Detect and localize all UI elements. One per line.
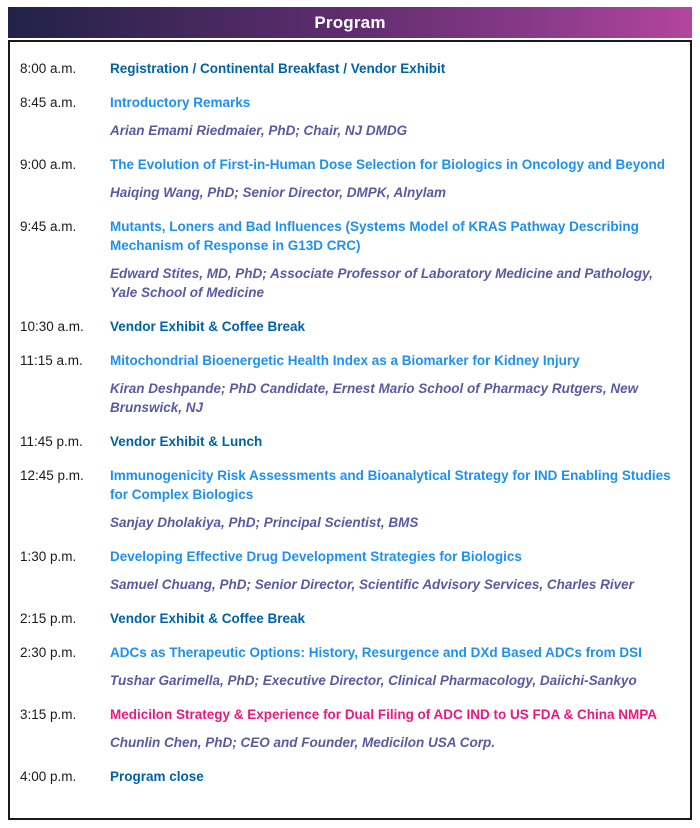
schedule-row xyxy=(20,466,682,532)
session-title: ADCs as Therapeutic Options: History, Resurgence and DXd Based ADCs from DSI xyxy=(110,645,642,660)
time-label: 8:45 a.m. xyxy=(20,95,77,110)
speaker-info: Samuel Chuang, PhD; Senior Director, Scientific Advisory Services, Charles River xyxy=(110,577,634,592)
session-content xyxy=(110,93,682,140)
schedule-row xyxy=(20,317,682,336)
speaker-info: Chunlin Chen, PhD; CEO and Founder, Medicilon USA Corp. xyxy=(110,735,495,750)
session-content xyxy=(110,609,682,628)
time-label: 2:15 p.m. xyxy=(20,611,77,626)
time-label: 11:45 p.m. xyxy=(20,434,83,449)
schedule-row xyxy=(20,547,682,594)
speaker-info: Edward Stites, MD, PhD; Associate Professor of Laboratory Medicine and Pathology, Yale School of Medicine xyxy=(110,266,653,300)
session-content xyxy=(110,767,682,786)
schedule-row xyxy=(20,155,682,202)
time-label: 3:15 p.m. xyxy=(20,707,77,722)
session-title: Registration / Continental Breakfast / Vendor Exhibit xyxy=(110,61,446,76)
page-title: Program xyxy=(314,12,386,32)
schedule-list xyxy=(20,59,682,786)
schedule-box xyxy=(8,40,692,820)
session-title: Mitochondrial Bioenergetic Health Index as a Biomarker for Kidney Injury xyxy=(110,353,580,368)
time-label: 4:00 p.m. xyxy=(20,769,77,784)
time-label: 11:15 a.m. xyxy=(20,353,83,368)
time-label: 8:00 a.m. xyxy=(20,61,77,76)
schedule-row xyxy=(20,609,682,628)
speaker-info: Arian Emami Riedmaier, PhD; Chair, NJ DMDG xyxy=(110,123,408,138)
speaker-info: Tushar Garimella, PhD; Executive Director, Clinical Pharmacology, Daiichi-Sankyo xyxy=(110,673,637,688)
schedule-row xyxy=(20,93,682,140)
session-content xyxy=(110,217,682,302)
session-title: Introductory Remarks xyxy=(110,95,251,110)
schedule-row xyxy=(20,432,682,451)
session-content xyxy=(110,432,682,451)
speaker-info: Kiran Deshpande; PhD Candidate, Ernest Mario School of Pharmacy Rutgers, New Brunswick, NJ xyxy=(110,381,639,415)
speaker-info: Haiqing Wang, PhD; Senior Director, DMPK, Alnylam xyxy=(110,185,447,200)
session-title: Immunogenicity Risk Assessments and Bioanalytical Strategy for IND Enabling Studies for Complex Biologics xyxy=(110,468,671,502)
session-title: Vendor Exhibit & Lunch xyxy=(110,434,263,449)
session-title: Medicilon Strategy & Experience for Dual Filing of ADC IND to US FDA & China NMPA xyxy=(110,707,658,722)
session-title: Vendor Exhibit & Coffee Break xyxy=(110,611,306,626)
schedule-row xyxy=(20,217,682,302)
time-label: 1:30 p.m. xyxy=(20,549,77,564)
session-title: Developing Effective Drug Development Strategies for Biologics xyxy=(110,549,522,564)
session-content xyxy=(110,705,682,752)
time-label: 10:30 a.m. xyxy=(20,319,84,334)
session-content xyxy=(110,466,682,532)
schedule-row xyxy=(20,351,682,417)
session-title: Vendor Exhibit & Coffee Break xyxy=(110,319,306,334)
session-title: The Evolution of First-in-Human Dose Selection for Biologics in Oncology and Beyond xyxy=(110,157,666,172)
session-title: Mutants, Loners and Bad Influences (Systems Model of KRAS Pathway Describing Mechanism of Response in G13D CRC) xyxy=(110,219,639,253)
time-label: 9:45 a.m. xyxy=(20,219,77,234)
session-content xyxy=(110,351,682,417)
time-label: 9:00 a.m. xyxy=(20,157,77,172)
time-label: 12:45 p.m. xyxy=(20,468,84,483)
session-content xyxy=(110,59,682,78)
session-content xyxy=(110,547,682,594)
schedule-row xyxy=(20,643,682,690)
session-content xyxy=(110,317,682,336)
schedule-row xyxy=(20,59,682,78)
time-label: 2:30 p.m. xyxy=(20,645,77,660)
program-header xyxy=(8,7,692,38)
session-content xyxy=(110,155,682,202)
schedule-row xyxy=(20,705,682,752)
session-title: Program close xyxy=(110,769,204,784)
schedule-row xyxy=(20,767,682,786)
session-content xyxy=(110,643,682,690)
speaker-info: Sanjay Dholakiya, PhD; Principal Scientist, BMS xyxy=(110,515,419,530)
